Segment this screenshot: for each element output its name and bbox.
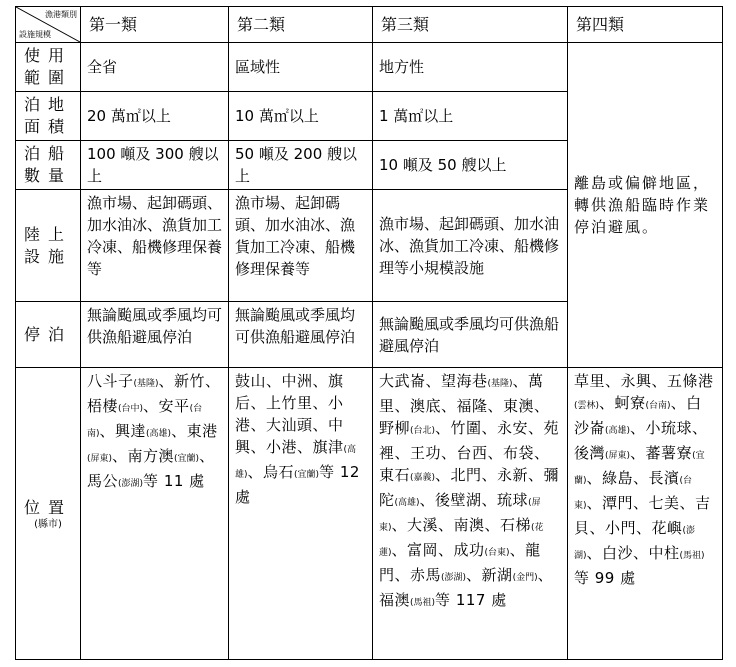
port-names: 草里、永興、五條港 [574,372,714,390]
row-label-area: 泊地面積 [16,92,81,141]
cell-scope-3: 地方性 [373,43,568,92]
cell-facilities-1: 漁市場、起卸碼頭、加水油冰、漁貨加工冷凍、船機修理保養等 [81,190,229,302]
port-names: 、安平 [143,397,190,415]
cell-scope-2: 區域性 [229,43,373,92]
county-annotation: (宜蘭) [574,451,705,486]
port-names: 、北門、永新、彌陀 [379,466,560,509]
county-annotation: (宜蘭) [174,454,200,464]
row-label-facilities: 陸上設施 [16,190,81,302]
row-label-boats: 泊船數量 [16,141,81,190]
county-annotation: (高雄) [394,498,420,508]
corner-bottom-label: 設施規模 [19,30,51,39]
port-names: 、白沙、中柱 [586,544,680,562]
port-names: 大武崙、望海巷 [379,372,488,390]
county-annotation: (台南) [87,404,203,439]
cell-facilities-2: 漁市場、起卸碼頭、加水油冰、漁貨加工冷凍、船機修理保養等 [229,190,373,302]
port-names: 、後壁湖、琉球 [419,491,529,509]
county-annotation: (台東) [574,476,693,511]
county-annotation: (基隆) [487,379,513,389]
county-annotation: (高雄) [146,429,172,439]
cell-mooring-3: 無論颱風或季風均可供漁船避風停泊 [373,302,568,368]
county-annotation: (澎湖) [574,526,696,561]
port-names: 、烏石 [247,463,295,481]
port-names: 、東港 [171,422,218,440]
county-annotation: (金門) [512,573,538,583]
port-names: 、小琉球、後灣 [574,419,708,462]
port-names: 、興達 [99,422,147,440]
cell-mooring-1: 無論颱風或季風均可供漁船避風停泊 [81,302,229,368]
cell-area-2: 10 萬㎡以上 [229,92,373,141]
corner-cell [16,7,81,43]
header-category-2: 第二類 [229,7,373,43]
location-label: 位置 [23,497,72,517]
port-names: 、蕃薯寮 [630,444,693,462]
row-label-mooring: 停泊 [16,302,81,368]
county-annotation: (宜蘭) [294,470,320,480]
county-annotation: (屏東) [87,454,113,464]
county-annotation: (雲林) [574,401,600,411]
header-category-3: 第三類 [373,7,568,43]
county-annotation: (台中) [118,404,144,414]
port-names: 等 12 處 [235,463,360,506]
cell-location-1 [81,368,229,660]
county-annotation: (澎湖) [118,479,144,489]
cell-area-3: 1 萬㎡以上 [373,92,568,141]
port-names: 、蚵寮 [599,394,646,412]
header-category-4: 第四類 [568,7,723,43]
cell-location-4 [568,368,723,660]
county-annotation: (馬祖) [410,598,436,608]
port-names: 八斗子 [87,372,134,390]
cell-mooring-2: 無論颱風或季風均可供漁船避風停泊 [229,302,373,368]
cell-boats-1: 100 噸及 300 艘以上 [81,141,229,190]
cell-boats-3: 10 噸及 50 艘以上 [373,141,568,190]
cell-category-4-description: 離島或偏僻地區，轉供漁船臨時作業停泊避風。 [568,43,723,368]
port-names: 、馬公 [87,447,215,490]
row-location [16,368,723,660]
county-annotation: (馬祖) [679,551,705,561]
cell-location-2 [229,368,373,660]
port-names: 、新湖 [466,566,513,584]
port-names: 、綠島、長濱 [586,469,680,487]
cell-boats-2: 50 噸及 200 艘以上 [229,141,373,190]
port-names: 等 99 處 [574,569,636,587]
county-annotation: (嘉義) [410,473,436,483]
row-scope [16,43,723,92]
county-annotation: (高雄) [235,445,357,480]
port-names: 、富岡、成功 [391,541,485,559]
header-row [16,7,723,43]
county-annotation: (澎湖) [441,573,467,583]
county-annotation: (台東) [484,548,510,558]
county-annotation: (台北) [410,426,436,436]
row-label-location [16,368,81,660]
county-annotation: (屏東) [605,451,631,461]
corner-top-label: 漁港類別 [45,10,77,19]
location-sublabel: (縣市) [34,518,62,530]
port-names: 、白沙崙 [574,394,702,437]
county-annotation: (基隆) [133,379,159,389]
county-annotation: (高雄) [605,426,631,436]
cell-area-1: 20 萬㎡以上 [81,92,229,141]
cell-facilities-3: 漁市場、起卸碼頭、加水油冰、漁貨加工冷凍、船機修理等小規模設施 [373,190,568,302]
port-names: 等 11 處 [143,472,205,490]
port-names: 、新竹、梧棲 [87,372,221,415]
header-category-1: 第一類 [81,7,229,43]
row-label-scope: 使用範圍 [16,43,81,92]
port-names: 鼓山、中洲、旗后、上竹里、小港、大汕頭、中興、小港、旗津 [235,372,344,456]
port-names: 、南方澳 [112,447,175,465]
port-names: 、福澳 [379,566,554,609]
cell-scope-1: 全省 [81,43,229,92]
county-annotation: (花蓮) [379,523,544,558]
port-names: 、大溪、南澳、石梯 [391,516,532,534]
cell-location-3 [373,368,568,660]
county-annotation: (台南) [645,401,671,411]
port-names: 、潭門、七美、吉貝、小門、花嶼 [574,494,711,537]
county-annotation: (屏東) [379,498,541,533]
port-names: 、龍門、赤馬 [379,541,541,584]
fishing-port-classification-table [15,6,723,660]
port-names: 等 117 處 [435,591,507,609]
port-names: 、萬里、澳底、福隆、東澳、野柳 [379,372,550,437]
port-names: 、竹圍、永安、苑裡、王功、台西、布袋、東石 [379,419,560,484]
